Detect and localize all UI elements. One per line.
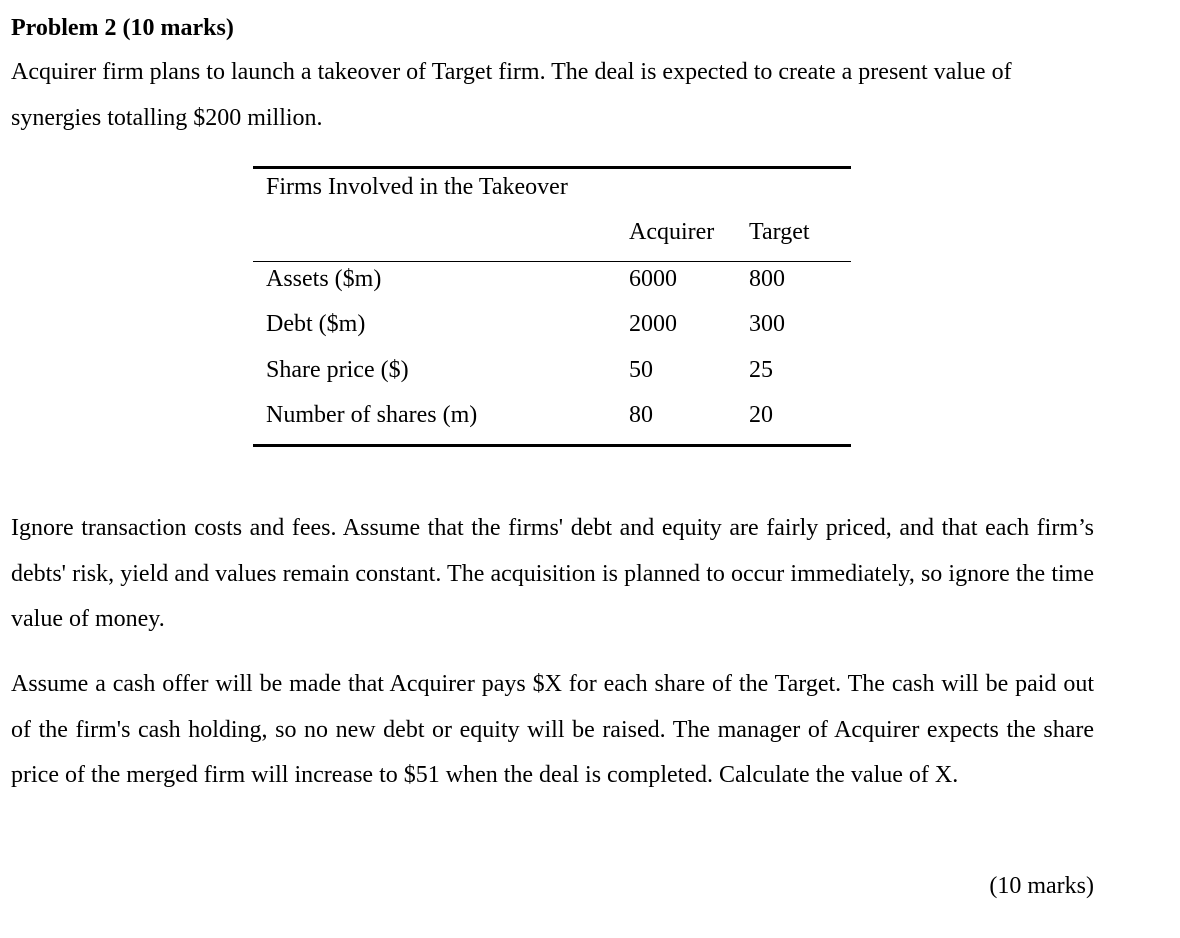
cell-share-price-acquirer: 50 bbox=[629, 357, 653, 383]
marks-label: (10 marks) bbox=[989, 873, 1094, 899]
table-top-rule bbox=[253, 166, 851, 169]
cell-assets-target: 800 bbox=[749, 266, 785, 292]
assumptions-paragraph: Ignore transaction costs and fees. Assume that the firms' debt and equity are fairly priced, and that each firm’s debts' risk, yield and values remain constant. The acquisition is planned to occur immediately, so ignore the time value of money. bbox=[11, 515, 1094, 632]
cell-debt-target: 300 bbox=[749, 311, 785, 337]
row-label-number-of-shares: Number of shares (m) bbox=[266, 402, 478, 428]
cell-shares-acquirer: 80 bbox=[629, 402, 653, 428]
table-caption: Firms Involved in the Takeover bbox=[266, 174, 568, 200]
row-label-debt: Debt ($m) bbox=[266, 311, 366, 337]
row-label-share-price: Share price ($) bbox=[266, 357, 409, 383]
intro-paragraph: Acquirer firm plans to launch a takeover of Target firm. The deal is expected to create a present value of synergies totalling $200 million. bbox=[11, 59, 1012, 131]
table-bottom-rule bbox=[253, 444, 851, 447]
problem-title: Problem 2 (10 marks) bbox=[11, 15, 234, 41]
cell-debt-acquirer: 2000 bbox=[629, 311, 677, 337]
question-paragraph: Assume a cash offer will be made that Acquirer pays $X for each share of the Target. The cash will be paid out of the firm's cash holding, so no new debt or equity will be raised. The manager of Acquirer expects the share price of the merged firm will increase to $51 when the deal is completed. Calculate the value of X. bbox=[11, 671, 1094, 788]
table-header-rule bbox=[253, 261, 851, 262]
firms-table bbox=[253, 166, 851, 448]
cell-share-price-target: 25 bbox=[749, 357, 773, 383]
cell-shares-target: 20 bbox=[749, 402, 773, 428]
column-header-acquirer: Acquirer bbox=[629, 219, 715, 245]
column-header-target: Target bbox=[749, 219, 810, 245]
row-label-assets: Assets ($m) bbox=[266, 266, 382, 292]
cell-assets-acquirer: 6000 bbox=[629, 266, 677, 292]
